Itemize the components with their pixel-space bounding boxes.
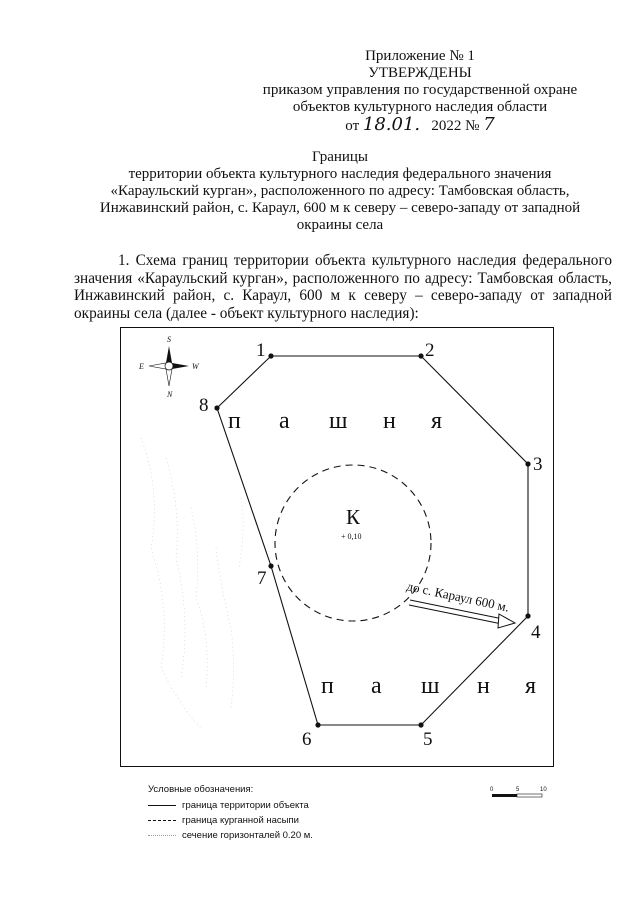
legend-item-mound [148,815,299,826]
document-title [70,149,610,234]
field-label-top-5: я [431,408,443,434]
scheme-paragraph-text: 1. Схема границ территории объекта культурного наследия федерального значения «Караульский курган», расположенного по адресу: Тамбовская область, Инжавинский район, с. Караул, 600 м к северу – северо-западу от западной окраины села (далее - объект культурного наследия): [74,252,612,322]
compass-west: W [192,362,199,371]
vertex-2 [418,353,423,358]
vertex-label-8: 8 [199,395,209,416]
legend-label: сечение горизонталей 0.20 м. [182,830,313,841]
field-label-top-4: н [383,408,396,434]
contour-texture [141,438,243,728]
vertex-5 [418,722,423,727]
compass-icon [138,335,200,399]
compass-south: S [167,335,171,344]
legend-label: граница курганной насыпи [182,815,299,826]
scale-bar [490,784,550,808]
compass-east: E [139,362,144,371]
boundary-map [120,327,554,767]
title-line-2: территории объекта культурного наследия федерального значения [128,166,552,182]
map-legend [120,770,554,848]
vertex-label-5: 5 [423,729,433,750]
handwritten-number: 7 [483,114,495,135]
vertex-8 [214,405,219,410]
year-number-label: 2022 № [431,118,480,134]
direction-label: до с. Караул 600 м. [405,578,511,615]
legend-item-contour [148,830,313,841]
vertex-7 [268,563,273,568]
approved-heading: УТВЕРЖДЕНЫ [368,65,472,81]
vertex-label-3: 3 [533,454,543,475]
order-line-1: приказом управления по государственной охране [262,82,578,98]
field-label-top-1: п [228,408,241,434]
kurgan-label: К [346,505,361,529]
legend-title: Условные обозначения: [148,784,254,795]
vertex-label-1: 1 [256,340,266,361]
vertex-label-4: 4 [531,622,541,643]
scale-tick-10: 10 [540,787,547,793]
date-prefix: от [345,118,360,134]
kurgan-mound-boundary [275,465,431,621]
field-label-bottom-2: а [371,673,382,699]
legend-dashed-line [148,820,176,821]
vertex-3 [525,461,530,466]
boundary-map-drawing [121,328,555,768]
vertex-4 [525,613,530,618]
field-label-bottom-4: н [477,673,490,699]
appendix-number: Приложение № 1 [365,48,475,64]
field-label-top-2: а [279,408,290,434]
title-line-4: Инжавинский район, с. Караул, 600 м к северу – северо-западу от западной [99,200,581,216]
vertex-label-2: 2 [425,340,435,361]
territory-boundary [217,356,528,725]
scale-tick-0: 0 [490,787,494,793]
vertex-label-6: 6 [302,729,312,750]
scale-tick-5: 5 [516,787,520,793]
legend-dotted-line [148,835,176,836]
legend-item-territory [148,800,309,811]
title-line-3: «Караульский курган», расположенного по адресу: Тамбовская область, [110,183,570,199]
title-line-5: окраины села [296,217,384,233]
vertex-label-7: 7 [257,568,267,589]
kurgan-height-mark: + 0,10 [341,532,362,541]
title-line-1: Границы [311,149,369,165]
order-date-line [240,116,600,135]
scheme-paragraph [74,252,612,322]
vertex-1 [268,353,273,358]
field-label-bottom-5: я [525,673,537,699]
field-label-bottom-1: п [321,673,334,699]
order-line-2: объектов культурного наследия области [292,99,548,115]
vertex-6 [315,722,320,727]
document-header [240,48,600,135]
field-label-top-3: ш [329,408,348,434]
legend-solid-line [148,805,176,806]
handwritten-date: 18.01. [362,114,421,135]
legend-label: граница территории объекта [182,800,309,811]
field-label-bottom-3: ш [421,673,440,699]
compass-north: N [167,390,173,399]
